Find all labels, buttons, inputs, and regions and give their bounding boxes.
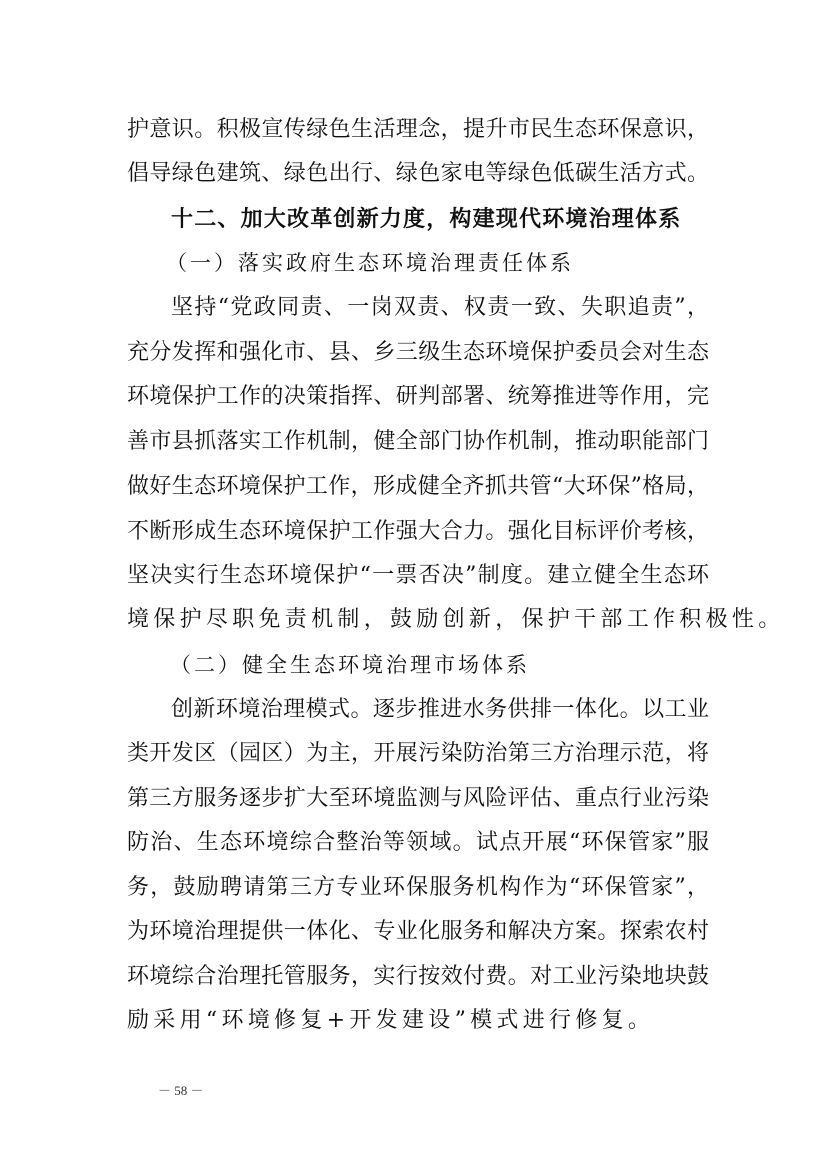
page-number: － 58 －	[158, 1083, 204, 1098]
body-line: 励采用“环境修复+开发建设”模式进行修复。	[127, 1008, 655, 1033]
body-line: 做好生态环境保护工作，形成健全齐抓共管“大环保”格局，	[127, 474, 709, 499]
body-line: 坚决实行生态环境保护“一票否决”制度。建立健全生态环	[127, 563, 709, 588]
body-line: 第三方服务逐步扩大至环境监测与风险评估、重点行业污染	[127, 786, 709, 811]
subsection-title: （一）落实政府生态环境治理责任体系	[166, 251, 574, 275]
body-line: 环境保护工作的决策指挥、研判部署、统筹推进等作用，完	[127, 384, 709, 409]
body-line: 环境综合治理托管服务，实行按效付费。对工业污染地块鼓	[127, 964, 709, 989]
body-line: 护意识。积极宣传绿色生活理念，提升市民生态环保意识，	[127, 117, 709, 142]
body-line: 境保护尽职免责机制，鼓励创新，保护干部工作积极性。	[127, 607, 785, 632]
subsection-title: （二）健全生态环境治理市场体系	[170, 653, 530, 677]
body-line: 坚持“党政同责、一岗双责、权责一致、失职追责”，	[171, 295, 709, 320]
body-line: 务，鼓励聘请第三方专业环保服务机构作为“环保管家”，	[127, 875, 709, 900]
body-line: 充分发挥和强化市、县、乡三级生态环境保护委员会对生态	[127, 340, 709, 365]
body-line: 类开发区（园区）为主，开展污染防治第三方治理示范，将	[127, 741, 709, 766]
body-line: 为环境治理提供一体化、专业化服务和解决方案。探索农村	[127, 919, 709, 944]
body-line: 倡导绿色建筑、绿色出行、绿色家电等绿色低碳生活方式。	[127, 161, 709, 186]
body-line: 善市县抓落实工作机制，健全部门协作机制，推动职能部门	[127, 429, 709, 454]
section-heading: 十二、加大改革创新力度，构建现代环境治理体系	[171, 207, 682, 232]
body-line: 创新环境治理模式。逐步推进水务供排一体化。以工业	[171, 697, 709, 722]
body-line: 不断形成生态环境保护工作强大合力。强化目标评价考核，	[127, 519, 709, 544]
body-line: 防治、生态环境综合整治等领域。试点开展“环保管家”服	[127, 830, 709, 855]
